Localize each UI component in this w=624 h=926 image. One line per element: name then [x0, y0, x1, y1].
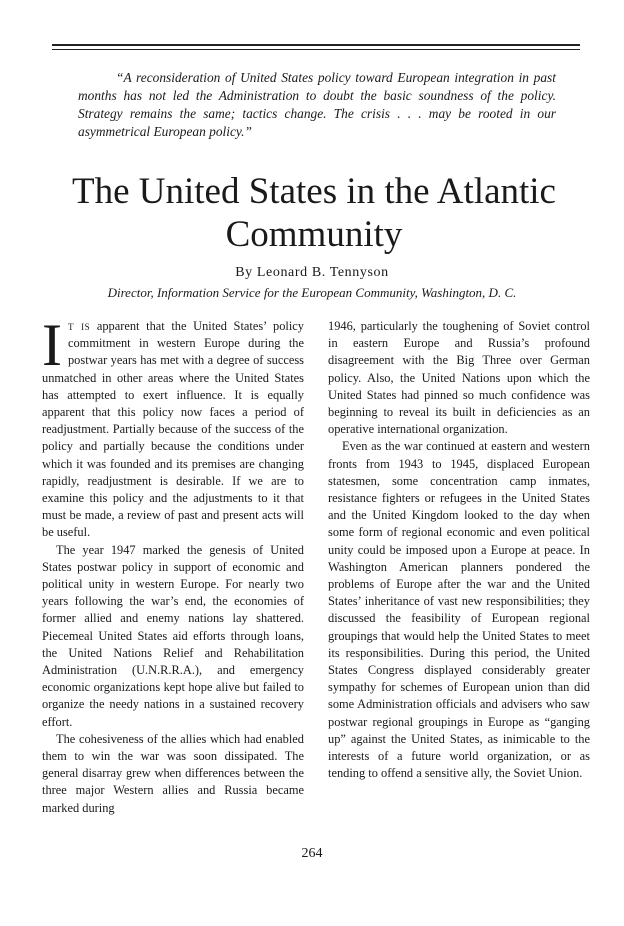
byline: By Leonard B. Tennyson: [235, 265, 389, 280]
body-column-right: [328, 318, 590, 782]
body-paragraph: [42, 312, 304, 542]
body-paragraph: The cohesiveness of the allies which had enabled them to win the war was soon dissipated. The general disarray grew when differences between the three major Western allies and Russia became marked during: [42, 731, 304, 815]
body-paragraph: Even as the war continued at eastern and western fronts from 1943 to 1945, displaced European statesmen, some concentration camp inmates, resistance fighters or refugees in the United States and the United Kingdom looked to the day when some form of regional economic and even political unity could be imposed upon a Europe at peace. In Washington American planners pondered the problems of Europe after the war and the United States’ inheritance of vast new responsibilities; they discussed the feasibility of European regional groupings that would help the United States to meet its responsibilities. During this period, the United States Congress displayed considerably greater sympathy for schemes of European union than did some Administration officials and advisers who saw postwar regional groupings in Europe as “ganging up” against the United States, as inimicable to the interests of a future world organization, or as tending to offend a sensitive ally, the Soviet Union.: [328, 439, 590, 781]
body-paragraph: 1946, particularly the toughening of Soviet control in eastern Europe and Russia’s profound disagreement with the Big Three over German policy. Also, the United Nations upon which the United States had pinned so much confidence was beginning to reveal its built in deficiencies as an operative international organization.: [328, 319, 590, 437]
author-affiliation: Director, Information Service for the European Community, Washington, D. C.: [107, 285, 517, 300]
drop-cap: I: [42, 312, 62, 378]
epigraph: “A reconsideration of United States policy toward European integration in past months has not led the Administration to doubt the basic soundness of the policy. Strategy remains the same; tactics change. The crisis . . . may be rooted in our asymmetrical European policy.”: [78, 70, 556, 139]
page-number: 264: [301, 846, 323, 861]
article-title: The United States in the Atlantic Community: [72, 171, 556, 255]
body-paragraph: The year 1947 marked the genesis of United States postwar policy in support of economic and political unity in western Europe. For nearly two years following the war’s end, the economies of former allied and enemy nations lay shattered. Piecemeal United States aid efforts through loans, the United Nations Relief and Rehabilitation Administration (U.N.R.R.A.), and emergency economic organizations kept hope alive but failed to organize the needy nations in a sustained recovery effort.: [42, 542, 304, 729]
header-rule-thin: [52, 49, 580, 50]
header-rule-thick: [52, 44, 580, 46]
lead-small-caps: t is: [67, 319, 91, 333]
body-column-left: [42, 312, 304, 817]
paragraph-text: apparent that the United States’ policy commitment in western Europe during the postwar years has met with a degree of success unmatched in other areas where the United States has attempted to exert influence. It is equally apparent that this policy now faces a period of readjustment. Partially because of the success of the policy and partially because the conditions under which it was founded and its premises are changing rapidly, readjustment is desirable. If we are to examine this policy and the adjustments to it that must be made, a review of past and present acts will be useful.: [42, 319, 304, 540]
